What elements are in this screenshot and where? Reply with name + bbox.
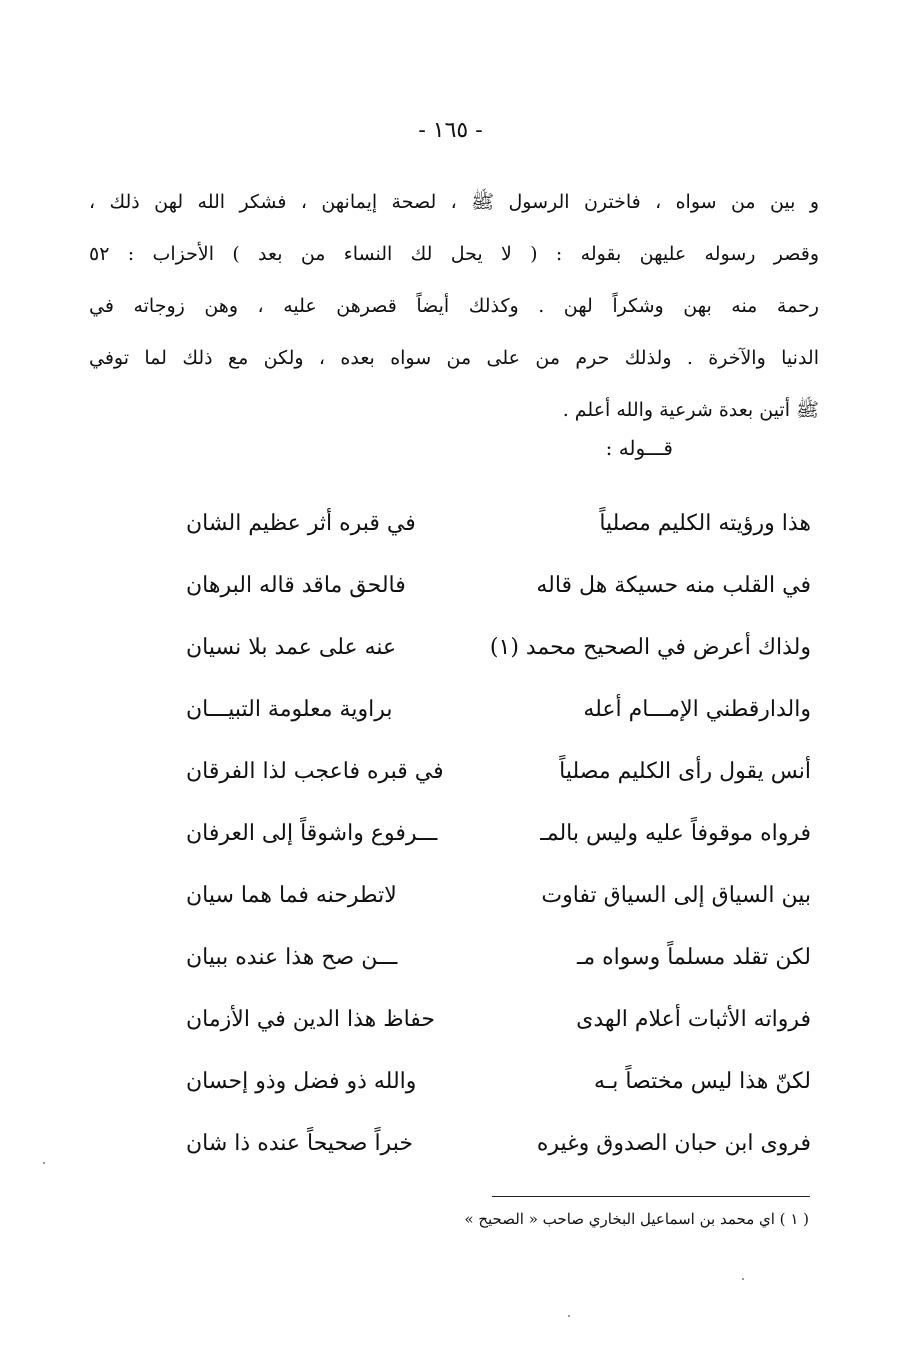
prose-line: ﷺ أتين بعدة شرعية والله أعلم .: [562, 399, 819, 421]
verse-second-hemistich: براوية معلومة التبيـــان: [186, 696, 393, 722]
verse-first-hemistich: هذا ورؤيته الكليم مصلياً: [599, 510, 811, 536]
verse-first-hemistich: والدارقطني الإمـــام أعله: [583, 696, 811, 722]
verse-first-hemistich: فرواته الأثبات أعلام الهدى: [576, 1006, 811, 1032]
verse-line: [186, 1112, 811, 1174]
verse-first-hemistich: ولذاك أعرض في الصحيح محمد (١): [489, 634, 811, 660]
scan-speck: [568, 1315, 570, 1317]
verse-second-hemistich: في قبره أثر عظيم الشان: [186, 510, 416, 536]
verse-second-hemistich: عنه على عمد بلا نسيان: [186, 634, 397, 660]
verse-second-hemistich: ـــن صح هذا عنده ببيان: [186, 944, 398, 970]
section-label: قـــوله :: [605, 436, 673, 460]
verse-second-hemistich: خبراً صحيحاً عنده ذا شان: [186, 1130, 413, 1156]
verse-line: [186, 802, 811, 864]
verse-line: [186, 616, 811, 678]
verse-first-hemistich: فرواه موقوفاً عليه وليس بالمـ: [540, 820, 811, 846]
verse-second-hemistich: والله ذو فضل وذو إحسان: [186, 1068, 417, 1094]
page-number: - ١٦٥ -: [418, 118, 483, 143]
prose-line: رحمة منه بهن وشكراً لهن . وكذلك أيضاً قصرهن عليه ، وهن زوجاته في: [89, 295, 819, 317]
footnote: ( ١ ) اي محمد بن اسماعيل البخاري صاحب « الصحيح »: [464, 1210, 809, 1228]
verse-first-hemistich: بين السياق إلى السياق تفاوت: [541, 882, 811, 908]
verse-first-hemistich: لكن تقلد مسلماً وسواه مـ: [576, 944, 811, 970]
prose-paragraph: [89, 180, 819, 440]
prose-line: و بين من سواه ، فاخترن الرسول ﷺ ، لصحة إيمانهن ، فشكر الله لهن ذلك ،: [89, 191, 819, 213]
verse-line: [186, 926, 811, 988]
verse-second-hemistich: ـــرفوع واشوقاً إلى العرفان: [186, 820, 438, 846]
prose-line: الدنيا والآخرة . ولذلك حرم من على من سواه بعده ، ولكن مع ذلك لما توفي: [89, 347, 819, 369]
scan-speck: [43, 1162, 45, 1164]
verse-line: [186, 988, 811, 1050]
verse-first-hemistich: في القلب منه حسيكة هل قاله: [536, 572, 811, 598]
verse-first-hemistich: لكنّ هذا ليس مختصاً بـه: [594, 1068, 811, 1094]
verse-second-hemistich: في قبره فاعجب لذا الفرقان: [186, 758, 444, 784]
verse-line: [186, 678, 811, 740]
verse-first-hemistich: أنس يقول رأى الكليم مصلياً: [559, 758, 811, 784]
prose-line: وقصر رسوله عليهن بقوله : ( لا يحل لك النساء من بعد ) الأحزاب : ٥٢: [89, 243, 819, 265]
verse-second-hemistich: حفاظ هذا الدين في الأزمان: [186, 1006, 436, 1032]
scan-speck: [742, 1278, 744, 1280]
verse-line: [186, 1050, 811, 1112]
verse-line: [186, 864, 811, 926]
verse-line: [186, 740, 811, 802]
verse-line: [186, 554, 811, 616]
poem: [186, 492, 811, 1174]
verse-second-hemistich: لاتطرحنه فما هما سيان: [186, 882, 397, 908]
verse-first-hemistich: فروى ابن حبان الصدوق وغيره: [536, 1130, 811, 1156]
footnote-divider: [492, 1196, 810, 1197]
verse-second-hemistich: فالحق ماقد قاله البرهان: [186, 572, 406, 598]
verse-line: [186, 492, 811, 554]
